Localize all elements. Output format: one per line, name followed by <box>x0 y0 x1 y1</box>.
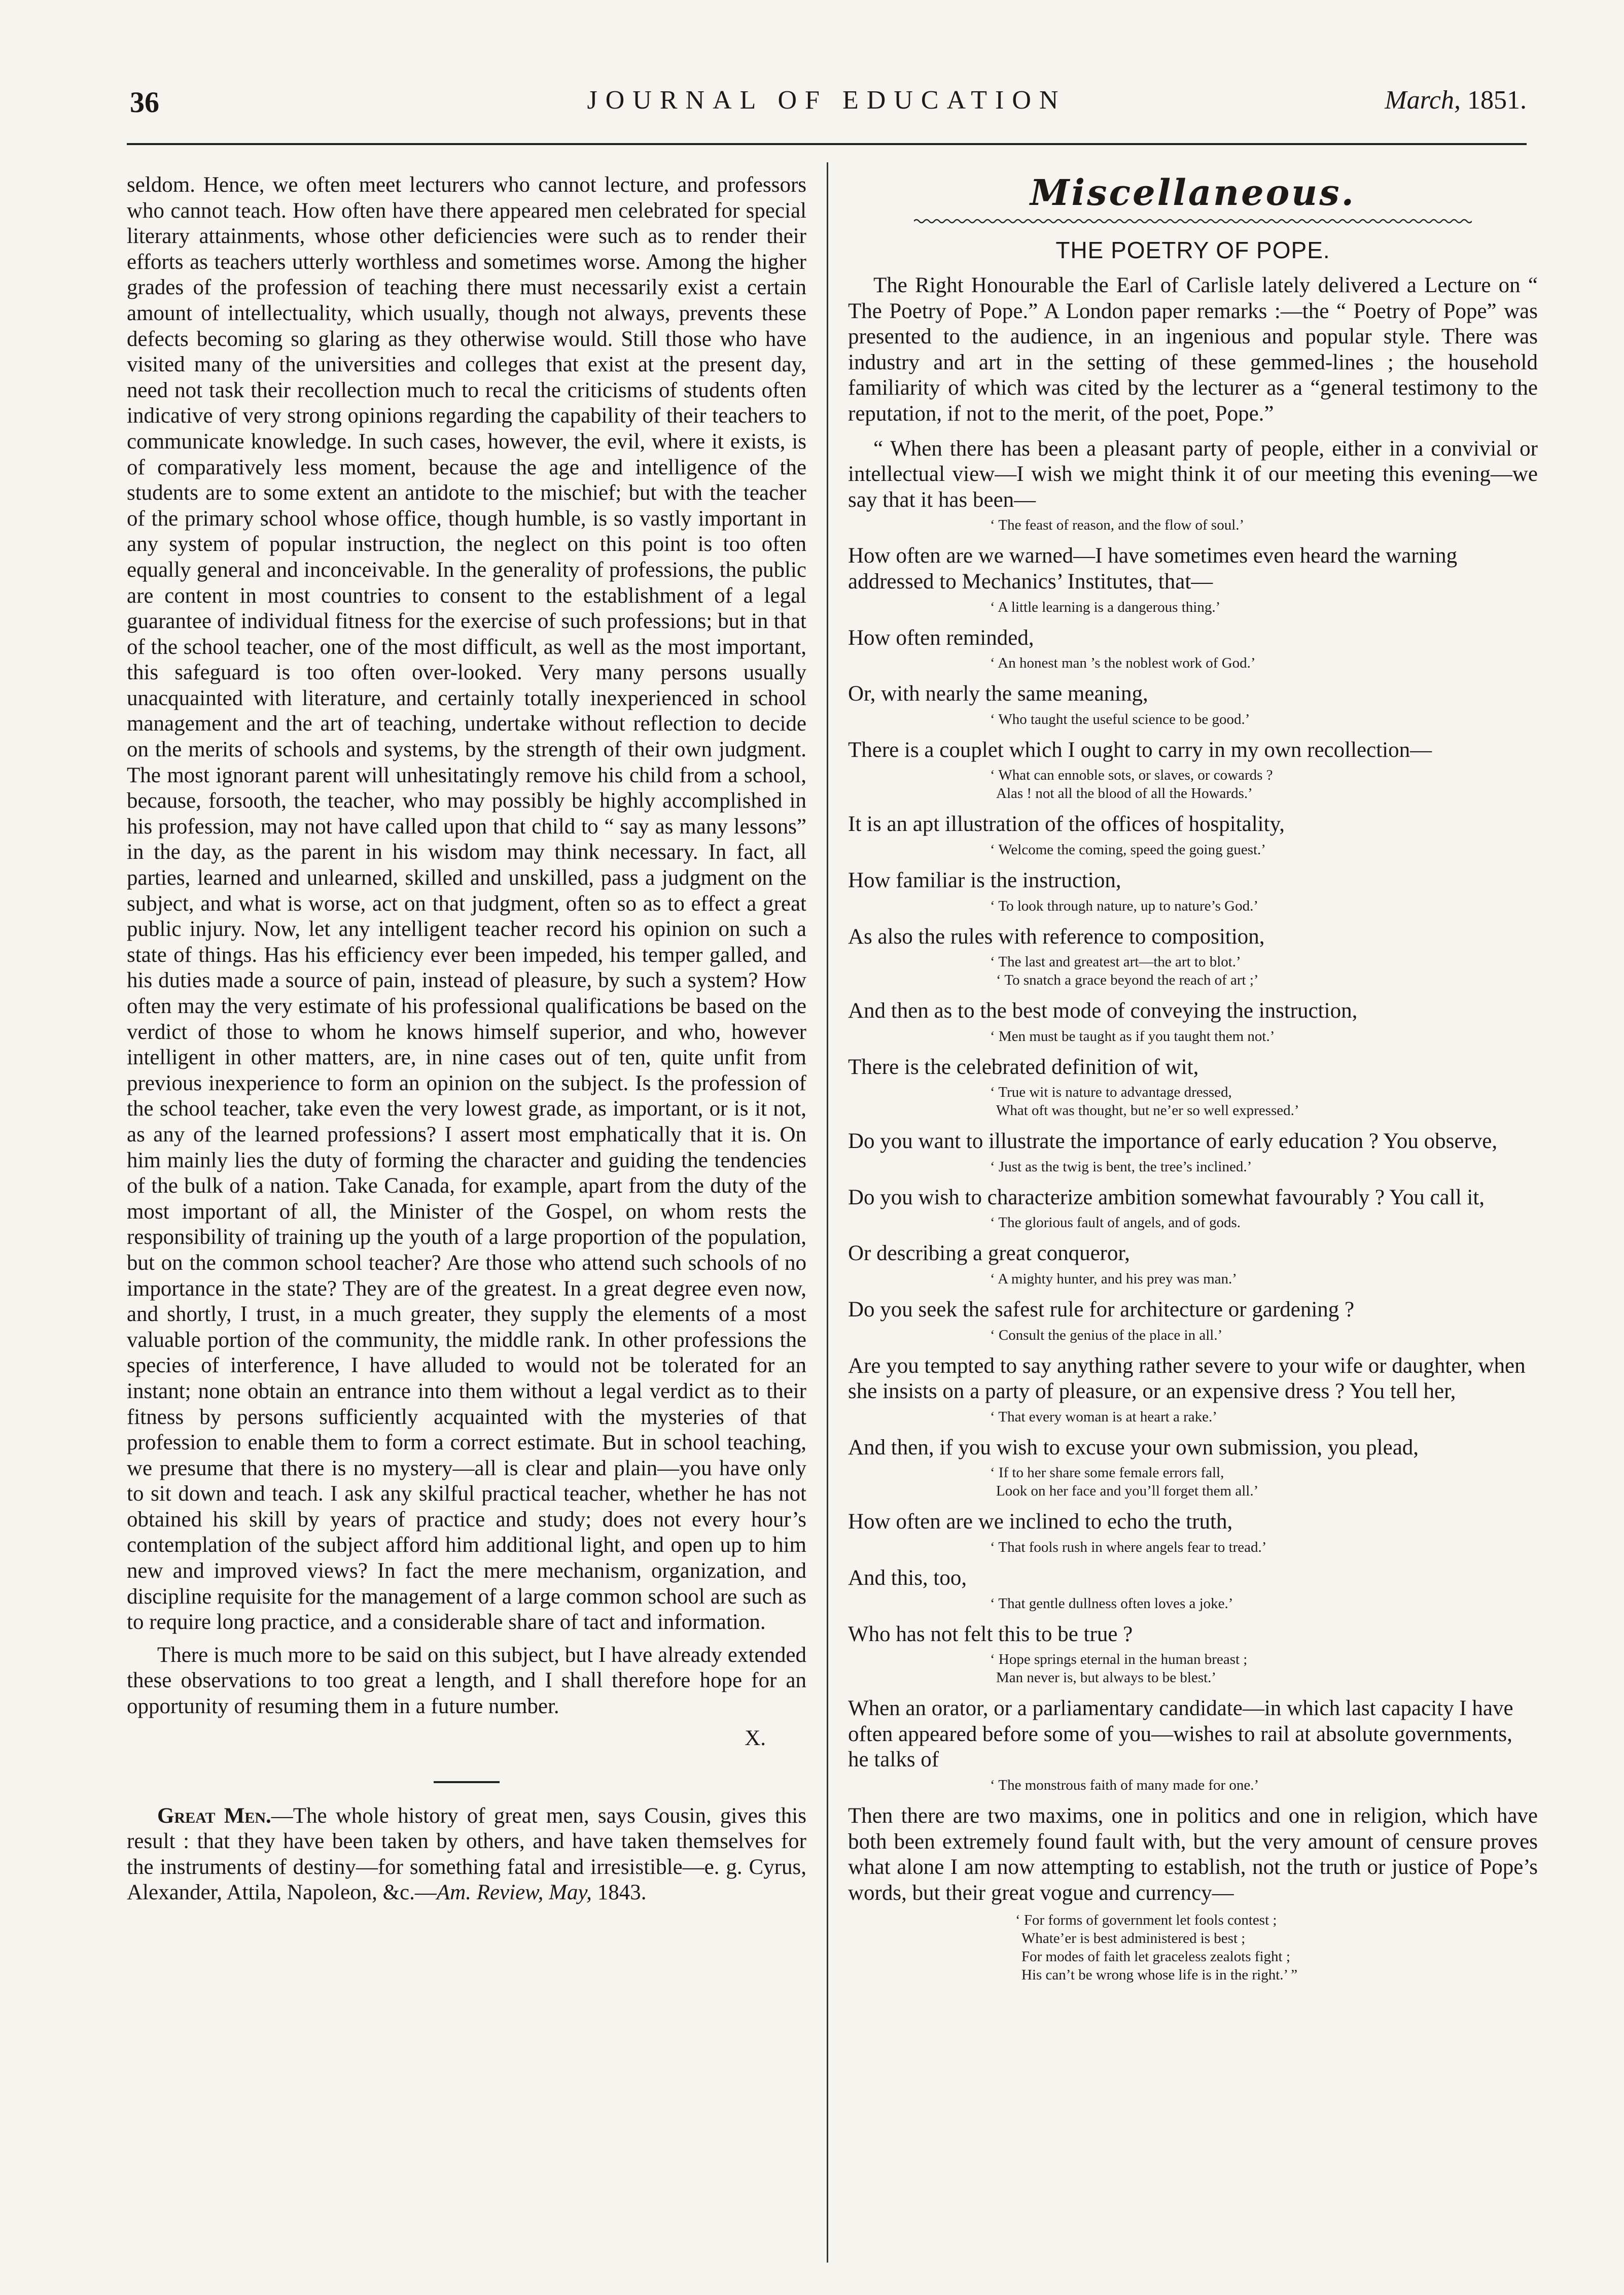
great-men-year: 1843. <box>591 1881 647 1905</box>
quotation-lead: As also the rules with reference to composition, <box>848 924 1265 949</box>
article-intro-2: “ When there has been a pleasant party of people, either in a convivial or intellectual view—I wish we might think it of our meeting this evening—we say that it has been— <box>848 436 1538 512</box>
quotation-line: Look on her face and you’ll forget them all.’ <box>996 1483 1259 1500</box>
pope-quotation <box>990 1538 1538 1556</box>
page-number: 36 <box>130 86 159 119</box>
pope-quotation <box>990 766 1538 803</box>
education-article-paragraph-2: There is much more to be said on this subject, but I have already extended these observations to too great a length, and I shall therefore hope for an opportunity of resuming them in a future number. <box>127 1643 806 1719</box>
left-column <box>127 172 806 1906</box>
article-intro-1: The Right Honourable the Earl of Carlisle lately delivered a Lecture on “ The Poetry of Pope.” A London paper remarks :—the “ Poetry of Pope” was presented to the audience, in an ingenious and popular style. There was industry and art in the setting of these gemmed-lines ; the household familiarity of which was cited by the lecturer as a “general testimony to the reputation, if not to the merit, of the poet, Pope.” <box>848 273 1538 426</box>
wavy-rule <box>914 216 1472 226</box>
pope-quotation <box>990 1326 1538 1344</box>
quotation-line: ‘ To look through nature, up to nature’s God.’ <box>990 897 1259 914</box>
quotation-line: ‘ The feast of reason, and the flow of soul.’ <box>990 517 1245 534</box>
quotation-lead: When an orator, or a parliamentary candidate—in which last capacity I have often appeared before some of you—wishes to rail at absolute governments, he talks of <box>848 1696 1513 1772</box>
quotation-line: ‘ The monstrous faith of many made for one.’ <box>990 1777 1259 1793</box>
column-divider <box>827 162 828 2263</box>
quotation-lead: There is a couplet which I ought to carry in my own recollection— <box>848 738 1432 762</box>
quotation-lead: How familiar is the instruction, <box>848 868 1121 892</box>
quotation-lead: It is an apt illustration of the offices of hospitality, <box>848 812 1285 837</box>
pope-quotation <box>990 1270 1538 1288</box>
quotation-lead: There is the celebrated definition of wit, <box>848 1055 1199 1079</box>
quotation-lead: Do you seek the safest rule for architecture or gardening ? <box>848 1298 1355 1322</box>
quotation-list <box>848 516 1538 1794</box>
final-quote-line: Whate’er is best administered is best ; <box>1021 1930 1246 1947</box>
header-rule <box>127 143 1527 145</box>
quotation-line: ‘ An honest man ’s the noblest work of God.’ <box>990 655 1256 672</box>
quotation-lead: Are you tempted to say anything rather severe to your wife or daughter, when she insists on a party of pleasure, or an expensive dress ? You tell her, <box>848 1353 1526 1404</box>
quotation-line: ‘ Hope springs eternal in the human breast ; <box>990 1651 1248 1668</box>
quotation-line: ‘ That every woman is at heart a rake.’ <box>990 1408 1217 1425</box>
issue-month: March, <box>1385 86 1461 115</box>
quotation-line: ‘ To snatch a grace beyond the reach of art ;’ <box>996 972 1259 989</box>
issue-year: 1851. <box>1467 86 1527 115</box>
quotation-lead: How often reminded, <box>848 625 1034 650</box>
quotation-line: What oft was thought, but ne’er so well expressed.’ <box>996 1102 1299 1119</box>
pope-quotation <box>990 654 1538 672</box>
journal-title: JOURNAL OF EDUCATION <box>587 86 1067 115</box>
quotation-line: ‘ What can ennoble sots, or slaves, or cowards ? <box>990 767 1273 784</box>
pope-quotation <box>990 1650 1538 1687</box>
article-title: THE POETRY OF POPE. <box>1055 237 1330 263</box>
author-signature: X. <box>745 1726 766 1750</box>
final-quotation <box>1015 1911 1538 1984</box>
pope-quotation <box>990 598 1538 616</box>
pope-quotation <box>990 953 1538 989</box>
quotation-line: ‘ Just as the twig is bent, the tree’s inclined.’ <box>990 1158 1252 1175</box>
quotation-lead: Or describing a great conqueror, <box>848 1241 1130 1266</box>
quotation-line: ‘ That fools rush in where angels fear to tread.’ <box>990 1539 1267 1556</box>
pope-quotation <box>990 1776 1538 1794</box>
quotation-line: ‘ True wit is nature to advantage dressed, <box>990 1084 1232 1101</box>
quotation-line: ‘ Who taught the useful science to be good.’ <box>990 711 1250 727</box>
pope-quotation <box>990 1027 1538 1046</box>
quotation-line: ‘ A little learning is a dangerous thing.’ <box>990 599 1221 615</box>
quotation-line: Alas ! not all the blood of all the Howards.’ <box>996 785 1253 802</box>
section-title: Miscellaneous. <box>1030 171 1356 214</box>
pope-quotation <box>990 516 1538 534</box>
quotation-lead: And then as to the best mode of conveying the instruction, <box>848 999 1358 1023</box>
quotation-line: ‘ That gentle dullness often loves a joke.’ <box>990 1595 1233 1612</box>
quotation-lead: How often are we inclined to echo the truth, <box>848 1510 1233 1534</box>
final-quote-line: For modes of faith let graceless zealots fight ; <box>1021 1949 1290 1965</box>
quotation-line: ‘ Consult the genius of the place in all.’ <box>990 1327 1223 1343</box>
quotation-lead: Do you want to illustrate the importance of early education ? You observe, <box>848 1129 1498 1154</box>
issue-date <box>1385 85 1527 115</box>
quotation-lead: Or, with nearly the same meaning, <box>848 682 1148 706</box>
pope-quotation <box>990 841 1538 859</box>
quotation-lead: Who has not felt this to be true ? <box>848 1622 1133 1646</box>
pope-quotation <box>990 710 1538 728</box>
pope-quotation <box>990 1083 1538 1120</box>
great-men-text: —The whole history of great men, says Cousin, gives this result : that they have been taken by others, and have taken themselves for the instruments of destiny—for something fatal and irresistible—e. g. Cyrus, Alexander, Attila, Napoleon, &c.— <box>127 1803 806 1905</box>
quotation-line: ‘ A mighty hunter, and his prey was man.’ <box>990 1271 1237 1288</box>
great-men-paragraph <box>127 1803 806 1906</box>
pope-quotation <box>990 897 1538 915</box>
quotation-lead: How often are we warned—I have sometimes even heard the warning addressed to Mechanics’ Institutes, that— <box>848 544 1458 594</box>
great-men-source: Am. Review, May, <box>436 1881 592 1905</box>
education-article-paragraph-1: seldom. Hence, we often meet lecturers who cannot lecture, and professors who cannot teach. How often have there appeared men celebrated for special literary attainments, whose other deficiencies were such as to render their efforts as teachers utterly worthless and sometimes worse. Among the higher grades of the profession of teaching there must necessarily exist a certain amount of intellectuality, which usually, though not always, prevents these defects becoming so glaring as they otherwise would. Still those who have visited many of the universities and colleges that exist at the present day, need not task their recollection much to recal the criticisms of students often indicative of very strong opinions regarding the capability of their teachers to communicate knowledge. In such cases, however, the evil, where it exists, is of comparatively less moment, because the age and intelligence of the students are to some extent an antidote to the mischief; but with the teacher of the primary school whose office, though humble, is so vastly important in any system of popular instruction, the neglect on this point is too often equally general and inconceivable. In the generality of professions, the public are content in most countries to consent to the establishment of a legal guarantee of individual fitness for the exercise of such professions; but in that of the school teacher, one of the most difficult, as well as the most important, this safeguard is too often over-looked. Very many persons usually unacquainted with literature, and certainly totally inexperienced in school management and the art of teaching, undertake without reflection to decide on the merits of schools and systems, by the strength of their own judgment. The most ignorant parent will unhesitatingly remove his child from a school, because, forsooth, the teacher, who may possibly be highly accomplished in his profession, may not have called upon that child to “ say as many lessons” in the day, as the parent in his wisdom may think necessary. In fact, all parties, learned and unlearned, skilled and unskilled, pass a judgment on the subject, and what is worse, act on that judgment, often so as to effect a great public injury. Now, let any intelligent teacher record his opinion on such a state of things. Has his efficiency ever been impeded, his temper galled, and his duties made a source of pain, instead of pleasure, by such a system? How often may the very estimate of his professional qualifications be based on the verdict of those to whom he knows himself superior, and who, however intelligent in other matters, are, in nine cases out of ten, quite unfit from previous inexperience to form an opinion on the subject. Is the profession of the school teacher, take even the very lowest grade, as important, or is it not, as any of the learned professions? I assert most emphatically that it is. On him mainly lies the duty of forming the character and guiding the tendencies of the bulk of a nation. Take Canada, for example, apart from the duty of the most important of all, the Minister of the Gospel, on whom rests the responsibility of training up the youth of a large proportion of the population, but on the common school teacher? Are those who attend such schools of no importance in the state? They are of the greatest. In a great degree even now, and shortly, I trust, in a much greater, they supply the elements of a most valuable portion of the community, the middle rank. In other professions the species of interference, I have alluded to would not be tolerated for an instant; none obtain an entrance into them without a legal verdict as to their fitness by persons sufficiently acquainted with the mysteries of that profession to enable them to form a correct estimate. But in school teaching, we presume that there is no mystery—all is clear and plain—you have only to sit down and teach. I ask any skilful practical teacher, whether he has not obtained his skill by years of practice and study; does not every hour’s contemplation of the subject afford him additional light, and open up to him new and improved views? In fact the mere mechanism, organization, and discipline requisite for the management of a large common school are such as to require long practice, and a considerable share of tact and information. <box>127 173 806 1635</box>
article-closing: Then there are two maxims, one in politics and one in religion, which have both been extremely found fault with, but the very amount of censure proves what alone I am now attempting to establish, not the truth or justice of Pope’s words, but their great vogue and currency— <box>848 1804 1538 1905</box>
quotation-line: ‘ If to her share some female errors fall, <box>990 1465 1224 1481</box>
quotation-lead: Do you wish to characterize ambition somewhat favourably ? You call it, <box>848 1185 1485 1209</box>
final-quote-line: ‘ For forms of government let fools contest ; <box>1015 1912 1277 1929</box>
pope-quotation <box>990 1408 1538 1426</box>
quotation-line: ‘ Men must be taught as if you taught them not.’ <box>990 1028 1275 1045</box>
quotation-line: ‘ Welcome the coming, speed the going guest.’ <box>990 841 1266 858</box>
pope-quotation <box>990 1158 1538 1176</box>
quotation-line: ‘ The last and greatest art—the art to blot.’ <box>990 954 1241 970</box>
great-men-heading: Great Men. <box>157 1803 271 1828</box>
quotation-line: ‘ The glorious fault of angels, and of gods. <box>990 1214 1241 1231</box>
final-quote-line: His can’t be wrong whose life is in the right.’ ” <box>1021 1967 1298 1984</box>
quotation-line: Man never is, but always to be blest.’ <box>996 1670 1217 1686</box>
pope-quotation <box>990 1594 1538 1613</box>
pope-quotation <box>990 1213 1538 1232</box>
running-header <box>127 85 1527 126</box>
section-separator <box>434 1781 500 1783</box>
quotation-lead: And this, too, <box>848 1566 967 1590</box>
quotation-lead: And then, if you wish to excuse your own submission, you plead, <box>848 1435 1419 1459</box>
pope-quotation <box>990 1464 1538 1500</box>
right-column <box>848 172 1538 1988</box>
